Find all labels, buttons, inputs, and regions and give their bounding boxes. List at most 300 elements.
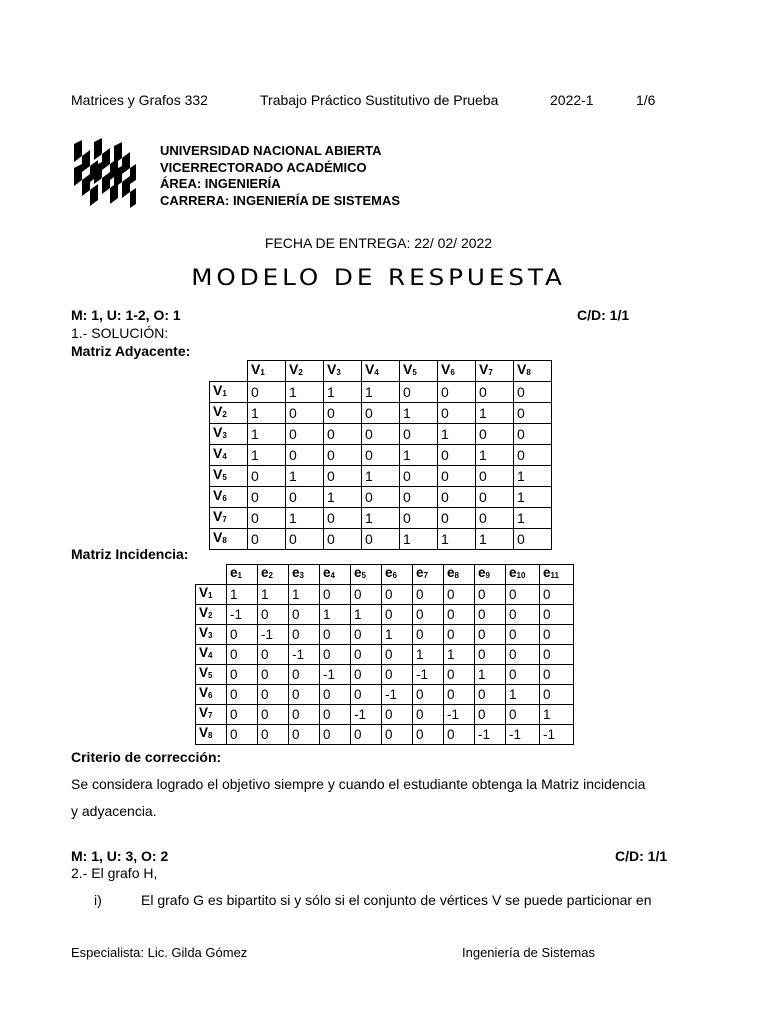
incidence-cell: 0 — [258, 725, 289, 745]
incidence-cell: 0 — [540, 585, 574, 605]
adjacency-cell: 0 — [248, 382, 286, 403]
adjacency-cell: 1 — [248, 445, 286, 466]
col-letter: V — [327, 361, 337, 377]
incidence-cell: 0 — [320, 685, 351, 705]
incidence-cell: 1 — [320, 605, 351, 625]
adjacency-cell: 0 — [476, 487, 514, 508]
incidence-cell: 1 — [227, 585, 258, 605]
incidence-cell: 0 — [444, 725, 475, 745]
incidence-cell: -1 — [413, 665, 444, 685]
criteria-text-line1: Se considera logrado el objetivo siempre y cuando el estudiante obtenga la Matriz incidencia — [71, 776, 646, 792]
adjacency-cell: 0 — [514, 529, 552, 550]
incidence-cell: 0 — [227, 705, 258, 725]
adjacency-cell: 1 — [400, 403, 438, 424]
col-letter: e — [447, 565, 455, 580]
criteria-text-line2: y adyacencia. — [71, 803, 157, 819]
adjacency-cell: 1 — [248, 424, 286, 445]
adjacency-cell: 0 — [324, 424, 362, 445]
row-sub: 8 — [208, 731, 213, 740]
incidence-cell: 0 — [506, 605, 540, 625]
corner-cell — [196, 565, 227, 585]
adjacency-cell: 1 — [438, 529, 476, 550]
adjacency-cell: 0 — [476, 382, 514, 403]
adjacency-cell: 0 — [514, 403, 552, 424]
incidence-label: Matriz Incidencia: — [71, 546, 189, 562]
incidence-cell: 0 — [540, 625, 574, 645]
delivery-date: FECHA DE ENTREGA: 22/ 02/ 2022 — [264, 235, 493, 251]
incidence-cell: 0 — [227, 685, 258, 705]
col-sub: 11 — [550, 571, 559, 580]
criteria-heading: Criterio de corrección: — [71, 749, 222, 765]
incidence-row — [196, 705, 574, 725]
incidence-cell: 0 — [413, 685, 444, 705]
col-header — [506, 565, 540, 585]
row-sub: 7 — [222, 515, 227, 524]
col-header — [438, 361, 476, 382]
row-sub: 2 — [208, 611, 213, 620]
adjacency-cell: 0 — [514, 424, 552, 445]
incidence-cell: 0 — [351, 685, 382, 705]
row-sub: 8 — [222, 536, 227, 545]
col-letter: e — [261, 565, 269, 580]
col-letter: V — [251, 361, 261, 377]
col-sub: 5 — [361, 571, 366, 580]
institution-name: UNIVERSIDAD NACIONAL ABIERTA — [160, 143, 382, 158]
incidence-cell: 0 — [320, 725, 351, 745]
adjacency-cell: 0 — [286, 487, 324, 508]
incidence-cell: 0 — [413, 585, 444, 605]
incidence-cell: 0 — [413, 725, 444, 745]
row-letter: V — [213, 466, 223, 482]
incidence-cell: 0 — [475, 645, 506, 665]
incidence-row — [196, 585, 574, 605]
col-letter: V — [365, 361, 375, 377]
row-sub: 6 — [222, 494, 227, 503]
footer-program: Ingeniería de Sistemas — [462, 945, 595, 960]
col-header — [351, 565, 382, 585]
col-sub: 5 — [412, 368, 417, 377]
incidence-cell: 0 — [289, 725, 320, 745]
incidence-cell: 1 — [540, 705, 574, 725]
adjacency-cell: 0 — [286, 403, 324, 424]
row-sub: 4 — [222, 452, 227, 461]
row-letter: V — [213, 529, 223, 545]
row-sub: 1 — [222, 389, 227, 398]
adjacency-header-row — [210, 361, 552, 382]
adjacency-cell: 0 — [286, 445, 324, 466]
col-header — [476, 361, 514, 382]
col-sub: 8 — [526, 368, 531, 377]
incidence-cell: 0 — [540, 605, 574, 625]
col-header — [324, 361, 362, 382]
section2-reference: M: 1, U: 3, O: 2 — [71, 848, 169, 864]
row-sub: 5 — [208, 671, 213, 680]
incidence-cell: 0 — [475, 605, 506, 625]
section2-heading: 2.- El grafo H, — [71, 865, 158, 881]
incidence-cell: 0 — [475, 685, 506, 705]
col-header — [382, 565, 413, 585]
row-header — [196, 705, 227, 725]
col-sub: 4 — [374, 368, 379, 377]
row-sub: 3 — [222, 431, 227, 440]
col-letter: e — [230, 565, 238, 580]
item-marker: i) — [94, 892, 102, 908]
col-sub: 1 — [260, 368, 265, 377]
adjacency-cell: 0 — [438, 487, 476, 508]
incidence-cell: 1 — [506, 685, 540, 705]
incidence-cell: 0 — [540, 645, 574, 665]
incidence-cell: 0 — [444, 625, 475, 645]
incidence-cell: 0 — [258, 665, 289, 685]
incidence-cell: 0 — [351, 645, 382, 665]
incidence-cell: -1 — [351, 705, 382, 725]
row-letter: V — [199, 605, 209, 620]
col-sub: 3 — [299, 571, 304, 580]
university-logo — [72, 138, 138, 212]
incidence-cell: 0 — [320, 645, 351, 665]
career: CARRERA: INGENIERÍA DE SISTEMAS — [160, 192, 401, 208]
adjacency-row — [210, 445, 552, 466]
row-header — [210, 508, 248, 529]
item-text: El grafo G es bipartito si y sólo si el conjunto de vértices V se puede particionar en — [141, 892, 652, 908]
row-header — [210, 403, 248, 424]
row-header — [210, 382, 248, 403]
col-header — [413, 565, 444, 585]
row-letter: V — [199, 645, 209, 660]
incidence-cell: 0 — [475, 625, 506, 645]
adjacency-cell: 0 — [324, 445, 362, 466]
incidence-cell: 0 — [540, 685, 574, 705]
adjacency-cell: 1 — [476, 529, 514, 550]
document-title: MODELO DE RESPUESTA — [191, 266, 566, 291]
col-header — [514, 361, 552, 382]
adjacency-cell: 0 — [438, 382, 476, 403]
header-page-number: 1/6 — [636, 92, 656, 108]
adjacency-cell: 0 — [324, 466, 362, 487]
adjacency-cell: 1 — [248, 403, 286, 424]
header-work-type: Trabajo Práctico Sustitutivo de Prueba — [260, 92, 499, 108]
row-header — [196, 645, 227, 665]
adjacency-row — [210, 424, 552, 445]
row-header — [196, 625, 227, 645]
col-header — [227, 565, 258, 585]
incidence-cell: 0 — [258, 685, 289, 705]
incidence-cell: -1 — [258, 625, 289, 645]
incidence-cell: -1 — [540, 725, 574, 745]
row-letter: V — [213, 424, 223, 440]
row-sub: 7 — [208, 711, 213, 720]
row-sub: 1 — [208, 591, 213, 600]
col-sub: 4 — [330, 571, 335, 580]
row-letter: V — [199, 625, 209, 640]
col-sub: 9 — [485, 571, 490, 580]
adjacency-row — [210, 382, 552, 403]
adjacency-row — [210, 487, 552, 508]
row-letter: V — [199, 665, 209, 680]
adjacency-cell: 0 — [438, 508, 476, 529]
section1-heading: 1.- SOLUCIÓN: — [71, 325, 169, 341]
adjacency-cell: 0 — [324, 508, 362, 529]
adjacency-cell: 0 — [362, 445, 400, 466]
incidence-header-row — [196, 565, 574, 585]
incidence-row — [196, 625, 574, 645]
col-letter: V — [479, 361, 489, 377]
col-letter: V — [289, 361, 299, 377]
adjacency-cell: 0 — [400, 466, 438, 487]
adjacency-cell: 0 — [248, 466, 286, 487]
col-header — [444, 565, 475, 585]
incidence-cell: 0 — [444, 585, 475, 605]
row-letter: V — [213, 487, 223, 503]
incidence-cell: 0 — [382, 585, 413, 605]
incidence-cell: -1 — [382, 685, 413, 705]
adjacency-row — [210, 508, 552, 529]
col-letter: e — [509, 565, 517, 580]
incidence-cell: -1 — [444, 705, 475, 725]
row-header — [210, 424, 248, 445]
col-letter: e — [543, 565, 551, 580]
incidence-cell: 0 — [289, 665, 320, 685]
col-sub: 7 — [423, 571, 428, 580]
incidence-row — [196, 665, 574, 685]
section1-cd: C/D: 1/1 — [577, 307, 630, 323]
col-sub: 2 — [268, 571, 273, 580]
incidence-cell: 0 — [351, 625, 382, 645]
adjacency-cell: 1 — [400, 529, 438, 550]
adjacency-label: Matriz Adyacente: — [71, 343, 191, 359]
incidence-cell: 0 — [258, 605, 289, 625]
adjacency-cell: 0 — [476, 424, 514, 445]
incidence-row — [196, 685, 574, 705]
incidence-cell: 0 — [475, 705, 506, 725]
incidence-cell: 0 — [258, 645, 289, 665]
adjacency-matrix — [209, 360, 552, 550]
incidence-cell: 0 — [506, 665, 540, 685]
col-letter: e — [385, 565, 393, 580]
incidence-cell: 0 — [413, 605, 444, 625]
incidence-cell: 0 — [382, 665, 413, 685]
col-header — [475, 565, 506, 585]
incidence-cell: 0 — [444, 685, 475, 705]
adjacency-cell: 1 — [362, 466, 400, 487]
incidence-cell: 1 — [444, 645, 475, 665]
row-letter: V — [213, 403, 223, 419]
row-letter: V — [213, 508, 223, 524]
col-sub: 3 — [336, 368, 341, 377]
adjacency-cell: 1 — [286, 466, 324, 487]
row-header — [196, 585, 227, 605]
adjacency-cell: 1 — [324, 487, 362, 508]
col-header — [248, 361, 286, 382]
adjacency-cell: 1 — [324, 382, 362, 403]
incidence-cell: -1 — [506, 725, 540, 745]
incidence-cell: -1 — [475, 725, 506, 745]
incidence-cell: 1 — [475, 665, 506, 685]
col-letter: e — [478, 565, 486, 580]
incidence-cell: 1 — [351, 605, 382, 625]
adjacency-cell: 0 — [248, 508, 286, 529]
col-letter: e — [292, 565, 300, 580]
incidence-cell: 0 — [289, 705, 320, 725]
area: ÁREA: INGENIERÍA — [160, 176, 281, 191]
incidence-cell: 0 — [227, 625, 258, 645]
incidence-cell: 0 — [506, 705, 540, 725]
adjacency-cell: 1 — [476, 445, 514, 466]
vice-rectorate: VICERRECTORADO ACADÉMICO — [160, 159, 367, 175]
incidence-cell: 0 — [351, 585, 382, 605]
adjacency-cell: 0 — [400, 382, 438, 403]
row-letter: V — [213, 445, 223, 461]
incidence-cell: 1 — [382, 625, 413, 645]
row-letter: V — [213, 382, 223, 398]
incidence-cell: 0 — [258, 705, 289, 725]
incidence-cell: -1 — [320, 665, 351, 685]
adjacency-cell: 0 — [362, 487, 400, 508]
row-header — [210, 445, 248, 466]
adjacency-row — [210, 466, 552, 487]
adjacency-cell: 1 — [438, 424, 476, 445]
adjacency-row — [210, 403, 552, 424]
row-header — [196, 685, 227, 705]
col-header — [289, 565, 320, 585]
col-sub: 8 — [454, 571, 459, 580]
row-letter: V — [199, 585, 209, 600]
row-sub: 6 — [208, 691, 213, 700]
incidence-cell: 0 — [351, 725, 382, 745]
section2-cd: C/D: 1/1 — [615, 848, 668, 864]
header-course: Matrices y Grafos 332 — [71, 92, 208, 108]
col-header — [286, 361, 324, 382]
col-header — [540, 565, 574, 585]
adjacency-cell: 1 — [514, 508, 552, 529]
incidence-cell: 0 — [320, 585, 351, 605]
incidence-cell: 0 — [413, 625, 444, 645]
incidence-cell: 0 — [444, 605, 475, 625]
adjacency-cell: 1 — [400, 445, 438, 466]
col-sub: 7 — [488, 368, 493, 377]
adjacency-cell: 0 — [400, 508, 438, 529]
adjacency-cell: 1 — [362, 508, 400, 529]
adjacency-cell: 0 — [324, 529, 362, 550]
col-sub: 1 — [237, 571, 242, 580]
corner-cell — [210, 361, 248, 382]
adjacency-cell: 1 — [362, 382, 400, 403]
row-header — [210, 466, 248, 487]
row-sub: 4 — [208, 651, 213, 660]
col-header — [362, 361, 400, 382]
adjacency-cell: 0 — [286, 529, 324, 550]
incidence-cell: 0 — [227, 665, 258, 685]
adjacency-cell: 0 — [362, 529, 400, 550]
incidence-cell: 0 — [320, 625, 351, 645]
footer-specialist: Especialista: Lic. Gilda Gómez — [71, 945, 248, 960]
col-header — [400, 361, 438, 382]
adjacency-cell: 0 — [476, 466, 514, 487]
row-header — [210, 529, 248, 550]
adjacency-cell: 0 — [400, 487, 438, 508]
incidence-cell: 0 — [540, 665, 574, 685]
section1-reference: M: 1, U: 1-2, O: 1 — [71, 307, 181, 323]
incidence-row — [196, 645, 574, 665]
adjacency-cell: 1 — [514, 466, 552, 487]
incidence-cell: -1 — [289, 645, 320, 665]
incidence-cell: 0 — [227, 725, 258, 745]
col-letter: e — [416, 565, 424, 580]
adjacency-cell: 1 — [514, 487, 552, 508]
adjacency-cell: 1 — [286, 508, 324, 529]
incidence-cell: 0 — [227, 645, 258, 665]
incidence-cell: 0 — [382, 605, 413, 625]
adjacency-cell: 0 — [514, 382, 552, 403]
col-letter: V — [403, 361, 413, 377]
adjacency-cell: 0 — [248, 487, 286, 508]
incidence-cell: 1 — [413, 645, 444, 665]
incidence-cell: 0 — [506, 625, 540, 645]
adjacency-cell: 0 — [514, 445, 552, 466]
row-header — [196, 605, 227, 625]
incidence-cell: 0 — [289, 605, 320, 625]
incidence-cell: 0 — [506, 645, 540, 665]
col-header — [258, 565, 289, 585]
col-letter: e — [354, 565, 362, 580]
incidence-cell: 0 — [413, 705, 444, 725]
incidence-cell: 0 — [382, 705, 413, 725]
incidence-cell: -1 — [227, 605, 258, 625]
col-sub: 2 — [298, 368, 303, 377]
row-letter: V — [199, 685, 209, 700]
row-header — [196, 665, 227, 685]
incidence-matrix — [195, 564, 574, 745]
incidence-cell: 0 — [289, 625, 320, 645]
col-sub: 10 — [516, 571, 526, 580]
adjacency-cell: 0 — [286, 424, 324, 445]
adjacency-cell: 1 — [476, 403, 514, 424]
row-sub: 5 — [222, 473, 227, 482]
header-period: 2022-1 — [550, 92, 594, 108]
institution-block — [160, 143, 400, 209]
incidence-cell: 0 — [506, 585, 540, 605]
col-letter: e — [323, 565, 331, 580]
row-sub: 3 — [208, 631, 213, 640]
incidence-cell: 0 — [289, 685, 320, 705]
adjacency-cell: 0 — [324, 403, 362, 424]
adjacency-cell: 0 — [438, 445, 476, 466]
adjacency-cell: 0 — [248, 529, 286, 550]
incidence-row — [196, 725, 574, 745]
incidence-cell: 0 — [320, 705, 351, 725]
col-letter: V — [441, 361, 451, 377]
incidence-cell: 0 — [444, 665, 475, 685]
incidence-row — [196, 605, 574, 625]
adjacency-cell: 0 — [362, 424, 400, 445]
row-header — [210, 487, 248, 508]
adjacency-cell: 0 — [362, 403, 400, 424]
row-letter: V — [199, 705, 209, 720]
adjacency-cell: 0 — [438, 403, 476, 424]
row-sub: 2 — [222, 410, 227, 419]
incidence-cell: 0 — [475, 585, 506, 605]
incidence-cell: 0 — [382, 725, 413, 745]
col-sub: 6 — [392, 571, 397, 580]
adjacency-row — [210, 529, 552, 550]
adjacency-cell: 1 — [286, 382, 324, 403]
incidence-cell: 0 — [382, 645, 413, 665]
adjacency-cell: 0 — [438, 466, 476, 487]
row-header — [196, 725, 227, 745]
adjacency-cell: 0 — [476, 508, 514, 529]
col-sub: 6 — [450, 368, 455, 377]
col-header — [320, 565, 351, 585]
